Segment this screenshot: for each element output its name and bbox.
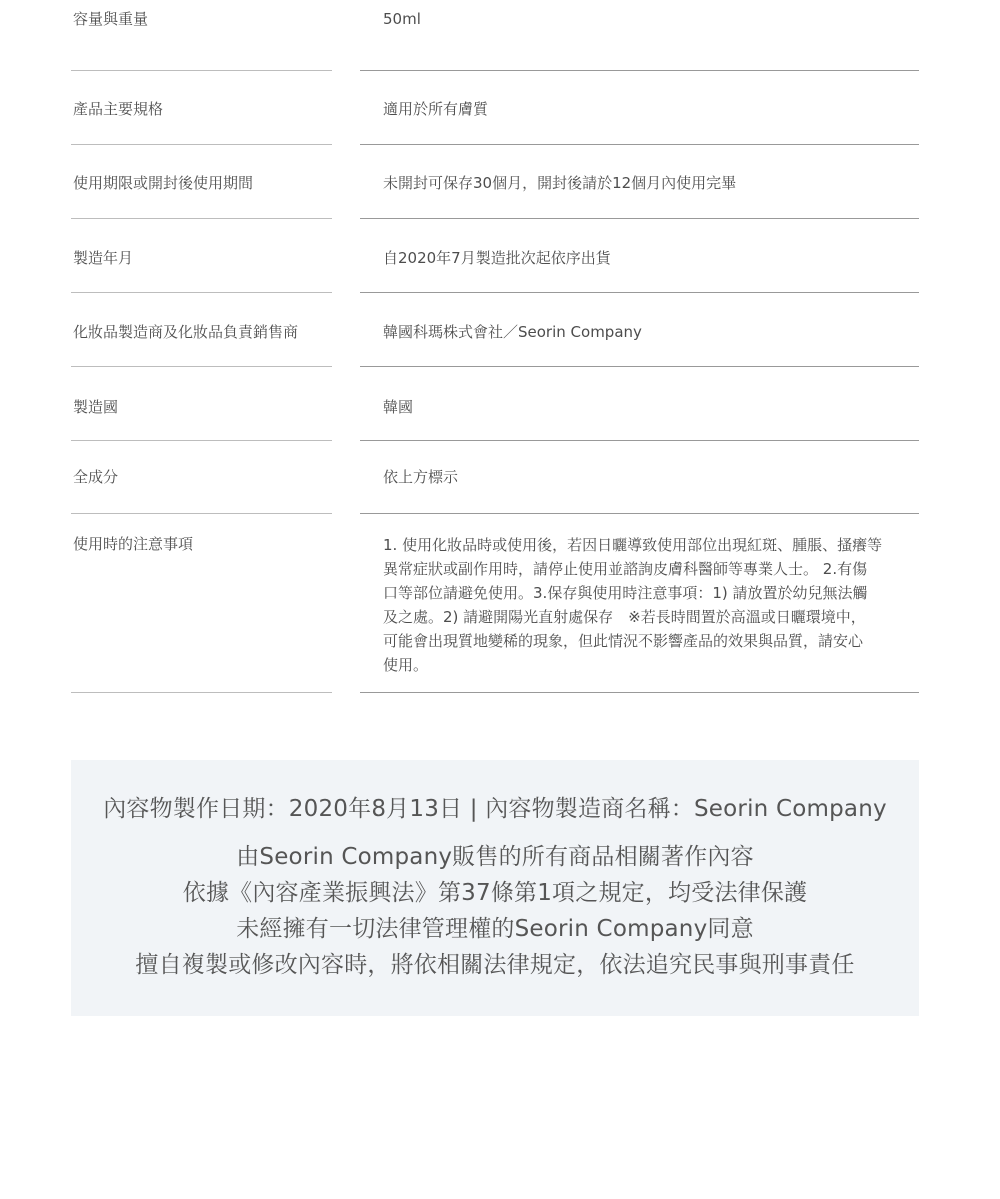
- row-label: 使用時的注意事項: [71, 514, 332, 693]
- table-row: [71, 441, 919, 514]
- notice-line: 依據《內容產業振興法》第37條第1項之規定，均受法律保護: [182, 880, 808, 906]
- caution-line: 1. 使用化妝品時或使用後，若因日曬導致使用部位出現紅斑、腫脹、搔癢等: [383, 536, 883, 554]
- row-value: 韓國: [360, 367, 919, 441]
- row-label: [71, 0, 332, 71]
- product-info-table: [71, 0, 919, 693]
- caution-line: 使用。: [383, 656, 429, 674]
- row-value: 未開封可保存30個月，開封後請於12個月內使用完畢: [360, 145, 919, 219]
- content-info-header: 內容物製作日期：2020年8月13日 | 內容物製造商名稱：Seorin Company: [103, 796, 887, 822]
- row-label: 製造國: [71, 367, 332, 441]
- row-value: 依上方標示: [360, 441, 919, 514]
- caution-line: 異常症狀或副作用時，請停止使用並諮詢皮膚科醫師等專業人士。 2.有傷: [383, 560, 868, 578]
- label-text: 容量與重量: [73, 10, 149, 28]
- caution-line: 及之處。2) 請避開陽光直射處保存 ※若長時間置於高溫或日曬環境中，: [383, 608, 866, 626]
- table-row: [71, 145, 919, 219]
- caution-text: [360, 514, 919, 693]
- caution-line: 可能會出現質地變稀的現象，但此情況不影響產品的效果與品質，請安心: [383, 632, 864, 650]
- notice-line: 未經擁有一切法律管理權的Seorin Company同意: [236, 916, 754, 942]
- table-row: [71, 514, 919, 693]
- notice-line: 由Seorin Company販售的所有商品相關著作內容: [236, 844, 754, 870]
- value-text: 50ml: [383, 10, 421, 28]
- copyright-notice-box: [71, 760, 919, 1016]
- row-value: 韓國科瑪株式會社／Seorin Company: [360, 293, 919, 367]
- copyright-notice-text: [71, 839, 919, 983]
- row-label: 使用期限或開封後使用期間: [71, 145, 332, 219]
- caution-line: 口等部位請避免使用。3.保存與使用時注意事項：1) 請放置於幼兒無法觸: [383, 584, 868, 602]
- row-label: 化妝品製造商及化妝品負責銷售商: [71, 293, 332, 367]
- table-row: [71, 71, 919, 145]
- notice-line: 擅自複製或修改內容時，將依相關法律規定，依法追究民事與刑事責任: [135, 952, 855, 978]
- table-row: [71, 0, 919, 71]
- table-row: [71, 219, 919, 293]
- row-label: 產品主要規格: [71, 71, 332, 145]
- row-label: 全成分: [71, 441, 332, 514]
- table-row: [71, 293, 919, 367]
- row-label: 製造年月: [71, 219, 332, 293]
- row-value: 適用於所有膚質: [360, 71, 919, 145]
- row-value: [360, 0, 919, 71]
- table-row: [71, 367, 919, 441]
- row-value: 自2020年7月製造批次起依序出貨: [360, 219, 919, 293]
